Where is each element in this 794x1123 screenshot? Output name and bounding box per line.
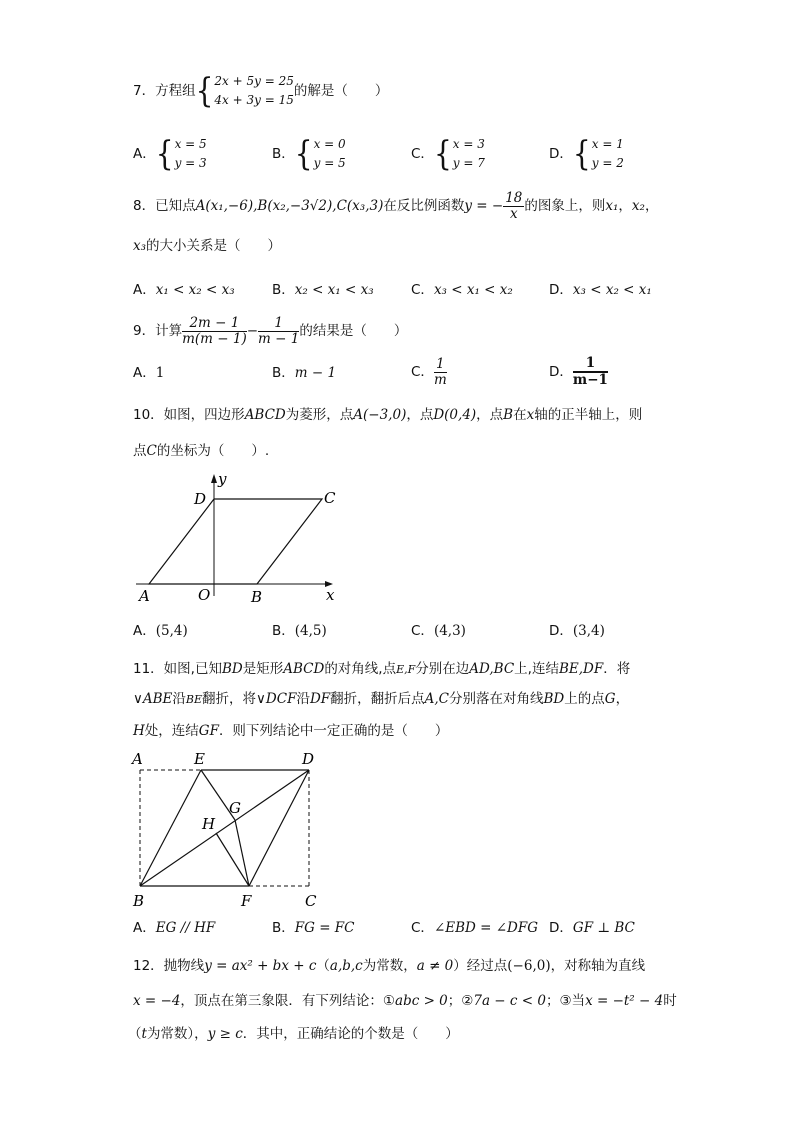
q10-option-a[interactable] bbox=[133, 622, 188, 640]
option-text: 1 bbox=[155, 365, 165, 381]
q11-text: 分别在边 bbox=[415, 661, 470, 677]
q9-frac1 bbox=[182, 316, 247, 347]
option-text: x₃ < x₁ < x₂ bbox=[433, 282, 513, 298]
q11-figure bbox=[128, 746, 328, 911]
option-label: C． bbox=[411, 146, 434, 162]
q12-parabola: y = ax² + bx + c bbox=[204, 958, 317, 974]
q12-text: ；③当 bbox=[545, 993, 586, 1009]
option-text: (4,5) bbox=[294, 623, 327, 639]
frac-den: m−1 bbox=[572, 372, 608, 388]
q11-bd: BD bbox=[221, 661, 243, 677]
segment-hf bbox=[216, 833, 249, 886]
q11-text: 11．如图,已知 bbox=[133, 661, 222, 677]
option-label: B． bbox=[272, 365, 295, 381]
option-label: C． bbox=[411, 920, 434, 936]
option-label: A． bbox=[133, 146, 156, 162]
q11-text: 沿 bbox=[296, 691, 310, 707]
q10-text: 的坐标为（ ）. bbox=[156, 443, 270, 459]
option-text: EG // HF bbox=[155, 920, 216, 936]
q10-text: 轴的正半轴上，则 bbox=[534, 407, 643, 423]
q8-fraction bbox=[503, 191, 524, 222]
q12-point: (−6,0) bbox=[507, 958, 551, 974]
q7-eq1: 2x + 5y = 25 bbox=[214, 74, 294, 88]
q8-text3: 的图象上，则 bbox=[524, 198, 606, 214]
option-label: A． bbox=[133, 920, 156, 936]
sys-line1: x = 0 bbox=[313, 137, 346, 151]
q8-sep: ， bbox=[618, 198, 632, 214]
option-label: D． bbox=[549, 623, 573, 639]
q10-point-b: B bbox=[503, 407, 514, 423]
q12-text: ，对称轴为直线 bbox=[550, 958, 646, 974]
q8-option-a[interactable] bbox=[133, 281, 235, 299]
option-system bbox=[592, 135, 624, 173]
q10-text: ，点 bbox=[476, 407, 504, 423]
q9-option-d[interactable] bbox=[549, 352, 608, 392]
q11-ef: E,F bbox=[396, 663, 416, 676]
option-system bbox=[453, 135, 485, 173]
label-b: B bbox=[251, 588, 263, 606]
q11-text: 上,连结 bbox=[514, 661, 559, 677]
frac-num: 1 bbox=[258, 316, 299, 332]
q11-bd: BD bbox=[543, 691, 565, 707]
q12-text: ，顶点在第三象限．有下列结论：① bbox=[180, 993, 396, 1009]
q8-x3: x₃ bbox=[133, 238, 147, 254]
q12-a-nonzero: a ≠ 0 bbox=[416, 958, 454, 974]
q12-condition: y ≥ c bbox=[207, 1026, 243, 1042]
q12-stem-line3 bbox=[128, 1023, 459, 1045]
q11-gf: GF bbox=[198, 723, 219, 739]
q11-text: ， bbox=[615, 691, 630, 707]
q11-ac: A,C bbox=[424, 691, 450, 707]
frac-den: m bbox=[433, 371, 447, 388]
sys-line1: x = 1 bbox=[591, 137, 624, 151]
label-x: x bbox=[326, 586, 335, 604]
option-label: A． bbox=[133, 623, 156, 639]
q8-x2: x₂ bbox=[631, 198, 645, 214]
q11-triangle-dcf: ∨DCF bbox=[256, 691, 297, 707]
q12-conclusion-2: 7a − c < 0 bbox=[473, 993, 546, 1009]
option-label: D． bbox=[549, 920, 573, 936]
option-system bbox=[175, 135, 207, 173]
q8-x1: x₁ bbox=[605, 198, 619, 214]
option-fraction bbox=[434, 357, 447, 388]
option-label: A． bbox=[133, 282, 156, 298]
sys-line2: y = 7 bbox=[452, 156, 485, 170]
q11-option-c[interactable] bbox=[411, 919, 538, 937]
q8-func: y = − bbox=[464, 198, 504, 214]
q7-option-b[interactable] bbox=[272, 132, 346, 176]
q10-text: 点 bbox=[133, 443, 147, 459]
label-e: E bbox=[194, 750, 205, 768]
q12-stem-line1 bbox=[133, 955, 645, 977]
y-axis-arrow-icon bbox=[211, 474, 217, 483]
label-o: O bbox=[198, 586, 211, 604]
q10-option-d[interactable] bbox=[549, 622, 605, 640]
label-y: y bbox=[218, 470, 227, 488]
q11-stem-line2 bbox=[133, 688, 629, 711]
q12-conclusion-1: abc > 0 bbox=[395, 993, 448, 1009]
sys-line1: x = 3 bbox=[452, 137, 485, 151]
q11-text: ．则下列结论中一定正确的是（ ） bbox=[218, 723, 449, 739]
q11-g: G bbox=[604, 691, 616, 707]
q12-conclusion-3: x = −t² − 4 bbox=[585, 993, 664, 1009]
frac-num: 18 bbox=[505, 189, 523, 206]
label-d: D bbox=[302, 750, 315, 768]
q11-text: 翻折，将 bbox=[202, 691, 257, 707]
q11-df: DF bbox=[309, 691, 331, 707]
q7-brace-icon: { bbox=[195, 70, 214, 111]
option-label: D． bbox=[549, 146, 573, 162]
q10-point-c: C bbox=[146, 443, 157, 459]
q11-option-b[interactable] bbox=[272, 919, 355, 937]
option-system bbox=[314, 135, 346, 173]
q11-text: 分别落在对角线 bbox=[449, 691, 544, 707]
q11-text: 处，连结 bbox=[144, 723, 199, 739]
q7-number: 7． bbox=[133, 83, 156, 99]
label-a: A bbox=[139, 587, 150, 605]
q10-text: 10．如图，四边形 bbox=[133, 407, 245, 423]
option-label: B． bbox=[272, 623, 295, 639]
frac-num: 1 bbox=[573, 356, 608, 373]
q12-abc: a,b,c bbox=[329, 958, 363, 974]
q10-abcd: ABCD bbox=[244, 407, 286, 423]
q10-option-b[interactable] bbox=[272, 622, 327, 640]
q11-option-d[interactable] bbox=[549, 919, 635, 937]
q9-pre: 计算 bbox=[155, 323, 183, 339]
frac-num: 2m − 1 bbox=[182, 316, 247, 332]
q9-option-c[interactable] bbox=[411, 352, 447, 392]
q8-point-b: B(x₂,−3√2) bbox=[257, 198, 333, 214]
option-label: B． bbox=[272, 146, 295, 162]
q11-text: 的对角线,点 bbox=[324, 661, 397, 677]
option-text: x₃ < x₂ < x₁ bbox=[572, 282, 652, 298]
q12-text: ；② bbox=[447, 993, 474, 1009]
option-label: D． bbox=[549, 364, 573, 380]
q8-option-d[interactable] bbox=[549, 281, 652, 299]
q11-text: 上的点 bbox=[564, 691, 605, 707]
q8-comma: ， bbox=[644, 198, 659, 214]
q8-stem-line2 bbox=[133, 236, 281, 256]
q12-stem-line2 bbox=[133, 990, 677, 1012]
q11-text: 翻折，翻折后点 bbox=[330, 691, 425, 707]
label-c: C bbox=[305, 892, 317, 910]
q11-triangle-abe: ∨ABE bbox=[133, 691, 173, 707]
q9-frac2 bbox=[258, 316, 299, 347]
segment-df bbox=[249, 770, 309, 886]
option-text: (3,4) bbox=[572, 623, 605, 639]
option-text: GF ⊥ BC bbox=[572, 920, 635, 936]
brace-icon: { bbox=[572, 133, 591, 174]
label-c: C bbox=[324, 489, 336, 507]
q11-text: 沿 bbox=[172, 691, 186, 707]
label-b: B bbox=[133, 892, 145, 910]
option-label: C． bbox=[411, 623, 434, 639]
brace-icon: { bbox=[155, 133, 174, 174]
option-label: D． bbox=[549, 282, 573, 298]
q9-option-b[interactable] bbox=[272, 364, 336, 382]
option-label: B． bbox=[272, 920, 295, 936]
q10-text: 在 bbox=[513, 407, 527, 423]
option-text: (5,4) bbox=[155, 623, 188, 639]
segment-bd bbox=[140, 770, 309, 886]
option-text: x₁ < x₂ < x₃ bbox=[155, 282, 235, 298]
q7-eq2: 4x + 3y = 15 bbox=[214, 93, 294, 107]
q7-option-c[interactable] bbox=[411, 132, 485, 176]
option-text: FG = FC bbox=[294, 920, 355, 936]
q8-stem-line1: 8．已知点A(x₁,−6),B(x₂,−3√2),C(x₃,3)在反比例函数y = − $\frac{18}{x}$ 的图象上，则x₁，x₂， bbox=[133, 189, 659, 222]
q8-text2: 在反比例函数 bbox=[383, 198, 465, 214]
q10-option-c[interactable] bbox=[411, 622, 466, 640]
frac-num: 1 bbox=[434, 357, 447, 373]
q7-option-a[interactable] bbox=[133, 132, 207, 176]
brace-icon: { bbox=[294, 133, 313, 174]
q11-abcd: ABCD bbox=[283, 661, 325, 677]
segment-gf bbox=[235, 820, 249, 886]
option-fraction bbox=[573, 356, 608, 388]
q8-text4: 的大小关系是（ ） bbox=[146, 238, 282, 254]
option-text: m − 1 bbox=[294, 365, 337, 381]
q7-post: 的解是（ ） bbox=[293, 83, 389, 99]
option-label: B． bbox=[272, 282, 295, 298]
option-text: ∠EBD = ∠DFG bbox=[433, 920, 539, 936]
q8-number: 8． bbox=[133, 198, 156, 214]
q11-h: H bbox=[133, 723, 145, 739]
frac-den: x bbox=[509, 205, 518, 222]
q10-text: 为菱形，点 bbox=[285, 407, 354, 423]
q10-stem-line1 bbox=[133, 404, 642, 426]
label-h: H bbox=[202, 815, 216, 833]
q11-be: BE bbox=[185, 693, 203, 706]
label-d: D bbox=[194, 490, 207, 508]
label-g: G bbox=[229, 799, 241, 817]
q12-text: 12．抛物线 bbox=[133, 958, 205, 974]
q11-stem-line1 bbox=[133, 658, 630, 681]
q12-text: 为常数， bbox=[362, 958, 417, 974]
option-label: C． bbox=[411, 282, 434, 298]
q7-system bbox=[214, 72, 293, 110]
q11-option-a[interactable] bbox=[133, 919, 215, 937]
option-text: (4,3) bbox=[433, 623, 466, 639]
q11-text: ．将 bbox=[603, 661, 631, 677]
q11-stem-line3 bbox=[133, 720, 448, 742]
q8-point-a: A(x₁,−6) bbox=[195, 198, 254, 214]
q10-point-d: D(0,4) bbox=[433, 407, 477, 423]
q10-point-a: A(−3,0) bbox=[353, 407, 407, 423]
sys-line2: y = 5 bbox=[313, 156, 346, 170]
q12-text: 为常数）， bbox=[146, 1026, 208, 1042]
q12-axis: x = −4 bbox=[133, 993, 181, 1009]
q12-text: ）经过点 bbox=[453, 958, 508, 974]
q8-option-c[interactable] bbox=[411, 281, 513, 299]
sys-line1: x = 5 bbox=[174, 137, 207, 151]
rhombus-abcd bbox=[149, 499, 322, 584]
q9-option-a[interactable] bbox=[133, 364, 164, 382]
sys-line2: y = 3 bbox=[174, 156, 207, 170]
q12-text: ．其中，正确结论的个数是（ ） bbox=[242, 1026, 459, 1042]
q7-stem bbox=[133, 68, 388, 114]
q10-text: ，点 bbox=[406, 407, 434, 423]
option-label: A． bbox=[133, 365, 156, 381]
q12-t: t bbox=[141, 1026, 147, 1042]
option-label: C． bbox=[411, 364, 434, 380]
q9-number: 9． bbox=[133, 323, 156, 339]
q11-adbc: AD,BC bbox=[469, 661, 515, 677]
q12-text: （ bbox=[316, 958, 330, 974]
segment-be bbox=[140, 770, 201, 886]
q11-bedf: BE,DF bbox=[558, 661, 604, 677]
brace-icon: { bbox=[433, 133, 452, 174]
frac-den: m − 1 bbox=[258, 330, 300, 347]
q10-x-axis: x bbox=[526, 407, 535, 423]
label-a: A bbox=[132, 750, 143, 768]
q10-stem-line2 bbox=[133, 440, 269, 462]
q9-post: 的结果是（ ） bbox=[299, 323, 408, 339]
label-f: F bbox=[241, 892, 252, 910]
frac-den: m(m − 1) bbox=[182, 330, 247, 347]
q7-pre: 方程组 bbox=[155, 83, 196, 99]
q10-figure bbox=[130, 468, 345, 608]
q9-minus: − bbox=[246, 323, 259, 339]
q7-option-d[interactable] bbox=[549, 132, 624, 176]
option-text: x₂ < x₁ < x₃ bbox=[294, 282, 374, 298]
sys-line2: y = 2 bbox=[591, 156, 624, 170]
q9-stem bbox=[133, 311, 407, 351]
q8-point-c: C(x₃,3) bbox=[336, 198, 384, 214]
q8-text1: 已知点 bbox=[155, 198, 196, 214]
q11-text: 是矩形 bbox=[242, 661, 284, 677]
q12-text: （ bbox=[128, 1026, 142, 1042]
q8-option-b[interactable] bbox=[272, 281, 374, 299]
q12-text: 时 bbox=[663, 993, 677, 1009]
